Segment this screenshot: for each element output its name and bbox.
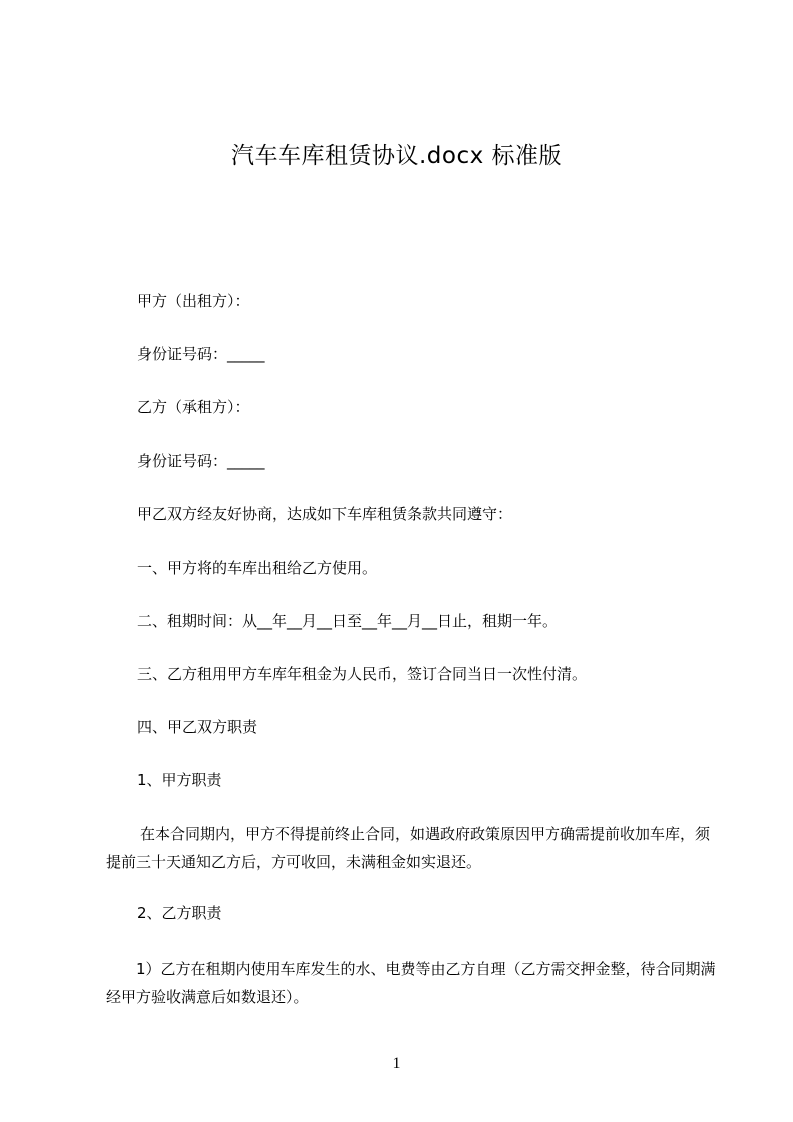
clause-1: 一、甲方将的车库出租给乙方使用。 <box>137 559 378 577</box>
clause-3: 三、乙方租用甲方车库年租金为人民币，签订合同当日一次性付清。 <box>137 665 588 683</box>
party-a-duties-body: 在本合同期内，甲方不得提前终止合同，如遇政府政策原因甲方确需提前收加车库，须提前三十天通知乙方后，方可收回，未满租金如实退还。 <box>106 825 711 871</box>
party-a-line: 甲方（出租方）： <box>137 292 250 310</box>
document-title: 汽车车库租赁协议.docx 标准版 <box>230 143 563 169</box>
party-a-duties-heading: 1、甲方职责 <box>137 771 222 789</box>
party-b-duties-heading: 2、乙方职责 <box>137 904 222 922</box>
party-b-line: 乙方（承租方）： <box>137 398 250 416</box>
clause-4-heading: 四、甲乙双方职责 <box>137 718 258 736</box>
party-b-id-line: 身份证号码：_____ <box>137 452 265 470</box>
party-b-duties-item-1: 1）乙方在租期内使用车库发生的水、电费等由乙方自理（乙方需交押金整，待合同期满经甲方验收满意后如数退还）。 <box>106 960 716 1006</box>
intro-paragraph: 甲乙双方经友好协商，达成如下车库租赁条款共同遵守： <box>137 505 513 523</box>
clause-2: 二、租期时间：从__年__月__日至__年__月__日止，租期一年。 <box>137 612 558 630</box>
party-a-id-line: 身份证号码：_____ <box>137 345 265 363</box>
page-number: 1 <box>392 1055 401 1072</box>
